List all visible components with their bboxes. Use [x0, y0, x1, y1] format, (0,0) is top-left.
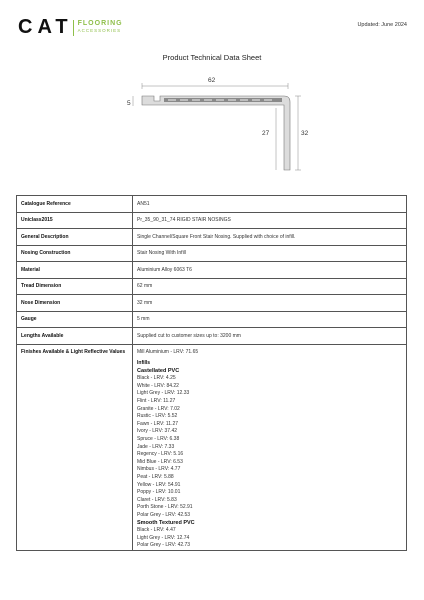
page-title: Product Technical Data Sheet: [162, 53, 262, 62]
infills-heading: Infills: [137, 360, 151, 367]
finish-item: Regency - LRV: 5.16: [137, 451, 184, 458]
logo-divider: [73, 20, 74, 36]
smooth-list: [137, 527, 402, 550]
finishes-cell: [133, 344, 407, 550]
finish-item: Granite - LRV: 7.02: [137, 405, 180, 412]
logo-wordmark: CAT: [18, 16, 73, 38]
finish-item: Light Grey - LRV: 12.74: [137, 534, 190, 541]
finish-item: Polar Grey - LRV: 42.73: [137, 542, 191, 549]
company-logo: [18, 16, 123, 39]
logo-subtitle-line2: ACCESSORIES: [77, 28, 122, 33]
castellated-list: [137, 375, 402, 519]
mill-finish: Mill Aluminium - LRV: 71.65: [137, 348, 199, 355]
finish-item: Mid Blue - LRV: 6.53: [137, 458, 183, 465]
spec-row-lengths-available: [17, 328, 407, 345]
logo-subtitle: [78, 21, 123, 34]
spec-value: Supplied cut to customer sizes up to: 3200 mm: [133, 328, 407, 345]
spec-row-uniclass: [17, 212, 407, 229]
spec-label: Tread Dimension: [17, 278, 133, 295]
finish-item: Porth Stone - LRV: 52.91: [137, 504, 193, 511]
gauge-dimension-label: 5: [127, 100, 131, 107]
spec-label: General Description: [17, 229, 133, 246]
inner-height-label: 27: [262, 130, 270, 137]
outer-height-label: 32: [301, 130, 309, 137]
spec-value: Aluminium Alloy 6063 T6: [133, 262, 407, 279]
finish-item: Peat - LRV: 5.88: [137, 474, 174, 480]
spec-label: Catalogue Reference: [17, 196, 133, 213]
finish-item: Spruce - LRV: 6.38: [137, 436, 180, 443]
tread-dimension-label: 62: [208, 77, 216, 84]
spec-value: 5 mm: [133, 311, 407, 328]
spec-label: Nose Dimension: [17, 295, 133, 312]
spec-row-finishes: [17, 344, 407, 550]
finish-item: Rustic - LRV: 5.52: [137, 413, 178, 420]
spec-label-finishes: Finishes Available & Light Reflective Values: [17, 344, 133, 550]
finish-item: Fawn - LRV: 11.27: [137, 420, 179, 427]
stair-nosing-profile-drawing: [120, 72, 310, 177]
spec-value: 32 mm: [133, 295, 407, 312]
spec-table: [16, 195, 407, 551]
finish-item: Jade - LRV: 7.33: [137, 443, 175, 450]
spec-row-gauge: [17, 311, 407, 328]
spec-value: 62 mm: [133, 278, 407, 295]
spec-row-general-description: [17, 229, 407, 246]
finish-item: Light Grey - LRV: 12.33: [137, 390, 190, 397]
spec-row-nose-dimension: [17, 295, 407, 312]
finish-item: White - LRV: 84.22: [137, 382, 179, 389]
spec-label: Uniclass2015: [17, 212, 133, 229]
finish-item: Black - LRV: 4.47: [137, 527, 176, 534]
spec-value: Stair Nosing With Infill: [133, 245, 407, 262]
spec-label: Lengths Available: [17, 328, 133, 345]
finish-item: Ivory - LRV: 37.42: [137, 428, 178, 435]
smooth-heading: Smooth Textured PVC: [137, 519, 195, 526]
spec-label: Material: [17, 262, 133, 279]
updated-date: Updated: June 2024: [357, 22, 407, 28]
spec-row-nosing-construction: [17, 245, 407, 262]
finish-item: Nimbus - LRV: 4.77: [137, 466, 181, 473]
spec-value: Single Channel/Square Front Stair Nosing. Supplied with choice of infill.: [133, 229, 407, 246]
spec-row-material: [17, 262, 407, 279]
spec-row-tread-dimension: [17, 278, 407, 295]
spec-value: AN51: [133, 196, 407, 213]
finish-item: Yellow - LRV: 54.91: [137, 481, 181, 488]
finish-item: Black - LRV: 4.25: [137, 375, 176, 382]
finish-item: Flint - LRV: 11.27: [137, 398, 176, 405]
finish-item: Poppy - LRV: 10.01: [137, 489, 181, 496]
logo-subtitle-line1: FLOORING: [77, 20, 123, 27]
spec-label: Gauge: [17, 311, 133, 328]
finish-item: Polar Grey - LRV: 42.53: [137, 511, 191, 518]
castellated-heading: Castellated PVC: [137, 367, 180, 374]
spec-label: Nosing Construction: [17, 245, 133, 262]
finish-item: Claret - LRV: 5.83: [137, 496, 177, 503]
spec-row-catalogue-reference: [17, 196, 407, 213]
spec-value: Pr_35_90_31_74 RIGID STAIR NOSINGS: [133, 212, 407, 229]
